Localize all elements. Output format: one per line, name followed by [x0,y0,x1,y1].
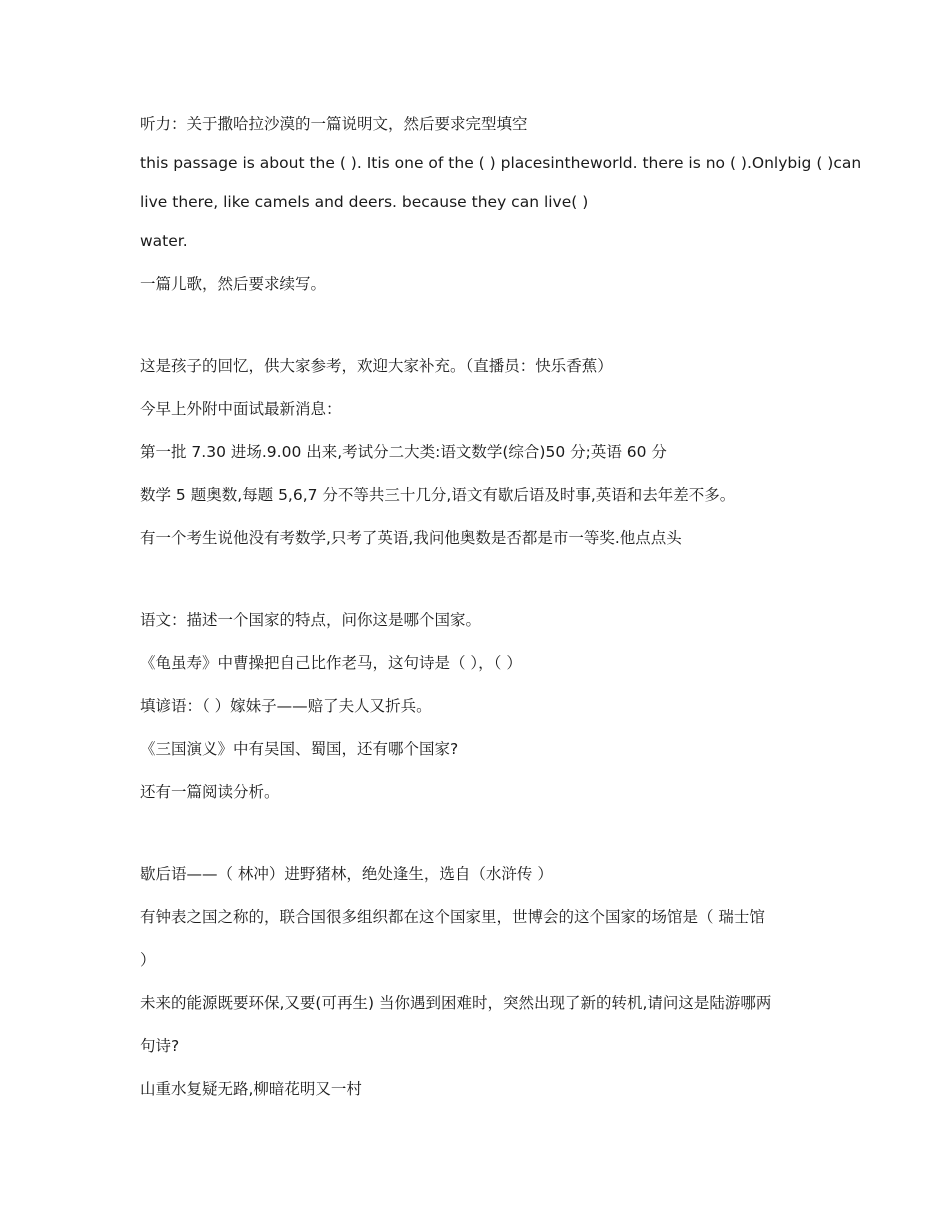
text-line: this passage is about the ( ). Itis one of the ( ) placesintheworld. there is no ( ).Onlybig ( )can [140,154,862,172]
text-line: ） [140,951,156,969]
text-line: 歇后语——（ 林冲）进野猪林，绝处逢生，选自（水浒传 ） [140,865,553,883]
text-line: 语文：描述一个国家的特点，问你这是哪个国家。 [140,611,482,629]
text-line: 这是孩子的回忆，供大家参考，欢迎大家补充。（直播员：快乐香蕉） [140,357,613,375]
text-line: 填谚语：（ ）嫁妹子——赔了夫人又折兵。 [140,697,432,715]
text-line: 未来的能源既要环保,又要(可再生) 当你遇到困难时，突然出现了新的转机,请问这是陆游哪两 [140,994,772,1012]
text-line: 有钟表之国之称的，联合国很多组织都在这个国家里，世博会的这个国家的场馆是（ 瑞士馆 [140,908,765,926]
text-line: 句诗? [140,1037,180,1055]
text-line: 一篇儿歌，然后要求续写。 [140,275,327,293]
text-line: 有一个考生说他没有考数学,只考了英语,我问他奥数是否都是市一等奖.他点点头 [140,529,682,547]
text-line: 听力：关于撒哈拉沙漠的一篇说明文，然后要求完型填空 [140,115,528,133]
text-line: 《三国演义》中有吴国、蜀国，还有哪个国家? [140,740,459,758]
text-line: 山重水复疑无路,柳暗花明又一村 [140,1080,362,1098]
text-line: 第一批 7.30 进场.9.00 出来,考试分二大类:语文数学(综合)50 分;英语 60 分 [140,443,667,461]
text-line: 今早上外附中面试最新消息： [140,400,342,418]
text-line: 还有一篇阅读分析。 [140,783,280,801]
text-line: 数学 5 题奥数,每题 5,6,7 分不等共三十几分,语文有歇后语及时事,英语和去年差不多。 [140,486,736,504]
text-line: water. [140,232,188,250]
text-line: 《龟虽寿》中曹操把自己比作老马，这句诗是（ ），（ ） [140,654,522,672]
text-line: live there, like camels and deers. because they can live( ) [140,193,589,211]
